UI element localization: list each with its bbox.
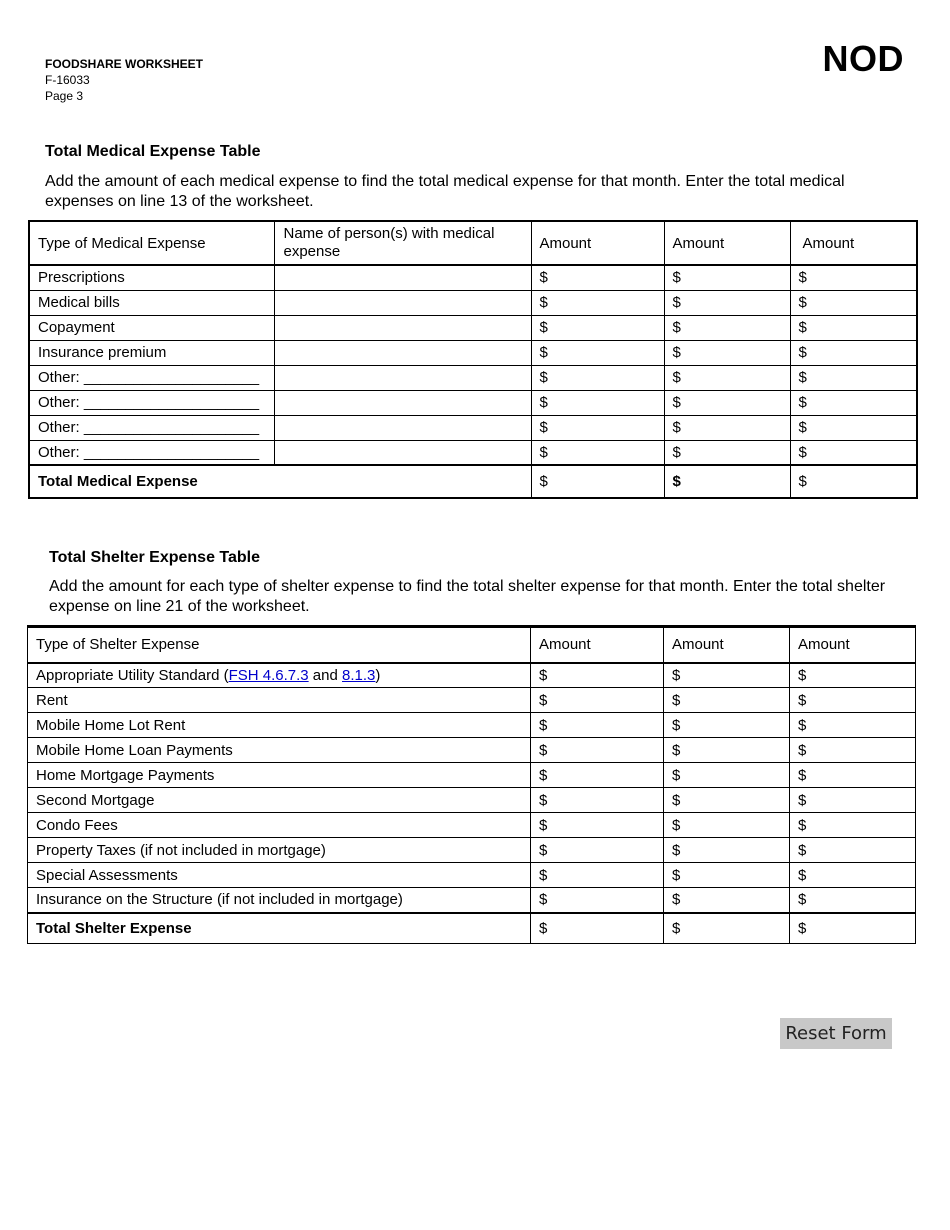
amount-field[interactable]: $ bbox=[790, 813, 916, 838]
utility-label-prefix: Appropriate Utility Standard ( bbox=[36, 666, 229, 684]
expense-type: Condo Fees bbox=[28, 813, 531, 838]
table-row bbox=[28, 863, 916, 888]
total-amount-field[interactable]: $ bbox=[531, 465, 664, 498]
amount-field[interactable]: $ bbox=[664, 763, 790, 788]
utility-label-suffix: ) bbox=[375, 666, 381, 684]
person-name-field[interactable] bbox=[274, 315, 531, 340]
amount-field[interactable]: $ bbox=[531, 440, 664, 465]
amount-field[interactable]: $ bbox=[531, 365, 664, 390]
amount-field[interactable]: $ bbox=[790, 788, 916, 813]
page-number: Page 3 bbox=[45, 89, 84, 103]
amount-field[interactable]: $ bbox=[531, 265, 664, 290]
form-number: F-16033 bbox=[45, 73, 90, 87]
amount-field[interactable]: $ bbox=[790, 688, 916, 713]
amount-field[interactable]: $ bbox=[664, 863, 790, 888]
amount-field[interactable]: $ bbox=[531, 763, 664, 788]
table-row bbox=[29, 265, 917, 290]
amount-field[interactable]: $ bbox=[664, 713, 790, 738]
amount-field[interactable]: $ bbox=[664, 813, 790, 838]
total-amount-field[interactable]: $ bbox=[790, 913, 916, 944]
amount-field[interactable]: $ bbox=[790, 713, 916, 738]
amount-field[interactable]: $ bbox=[664, 315, 790, 340]
amount-field[interactable]: $ bbox=[664, 688, 790, 713]
amount-field[interactable]: $ bbox=[664, 838, 790, 863]
shelter-expense-table bbox=[27, 625, 916, 944]
person-name-field[interactable] bbox=[274, 340, 531, 365]
expense-type: Prescriptions bbox=[29, 265, 274, 290]
amount-field[interactable]: $ bbox=[531, 863, 664, 888]
amount-field[interactable]: $ bbox=[790, 315, 917, 340]
table-row bbox=[28, 763, 916, 788]
total-label: Total Shelter Expense bbox=[28, 913, 531, 944]
amount-field[interactable]: $ bbox=[531, 340, 664, 365]
table-row bbox=[28, 738, 916, 763]
expense-type: Medical bills bbox=[29, 290, 274, 315]
expense-type bbox=[28, 663, 531, 688]
expense-type: Copayment bbox=[29, 315, 274, 340]
amount-field[interactable]: $ bbox=[790, 738, 916, 763]
amount-field[interactable]: $ bbox=[531, 688, 664, 713]
expense-type: Rent bbox=[28, 688, 531, 713]
expense-type: Special Assessments bbox=[28, 863, 531, 888]
reset-form-button[interactable]: Reset Form bbox=[780, 1018, 892, 1049]
amount-field[interactable]: $ bbox=[664, 290, 790, 315]
table-header-row bbox=[29, 221, 917, 265]
table-row bbox=[28, 838, 916, 863]
fsh-4673-link[interactable]: FSH 4.6.7.3 bbox=[228, 666, 309, 684]
table-row bbox=[29, 365, 917, 390]
expense-type: Second Mortgage bbox=[28, 788, 531, 813]
table-row bbox=[28, 688, 916, 713]
table-row bbox=[28, 813, 916, 838]
medical-expense-table bbox=[28, 220, 918, 499]
table-row bbox=[28, 788, 916, 813]
column-header: Type of Shelter Expense bbox=[28, 627, 531, 663]
amount-field[interactable]: $ bbox=[531, 315, 664, 340]
expense-type: Mobile Home Lot Rent bbox=[28, 713, 531, 738]
amount-field[interactable]: $ bbox=[790, 863, 916, 888]
amount-field[interactable]: $ bbox=[790, 415, 917, 440]
amount-field[interactable]: $ bbox=[790, 663, 916, 688]
column-header: Name of person(s) with medical expense bbox=[274, 221, 531, 265]
expense-type[interactable]: Other: _____________________ bbox=[29, 440, 274, 465]
table-header-row bbox=[28, 627, 916, 663]
amount-field[interactable]: $ bbox=[790, 365, 917, 390]
amount-field[interactable]: $ bbox=[664, 340, 790, 365]
person-name-field[interactable] bbox=[274, 390, 531, 415]
amount-field[interactable]: $ bbox=[790, 440, 917, 465]
expense-type[interactable]: Other: _____________________ bbox=[29, 390, 274, 415]
shelter-section-title: Total Shelter Expense Table bbox=[49, 549, 261, 566]
amount-field[interactable]: $ bbox=[664, 888, 790, 913]
total-row bbox=[29, 465, 917, 498]
utility-label-and: and bbox=[308, 666, 343, 684]
amount-field[interactable]: $ bbox=[531, 663, 664, 688]
column-header: Amount bbox=[531, 627, 664, 663]
table-row bbox=[29, 390, 917, 415]
table-row bbox=[29, 290, 917, 315]
amount-field[interactable]: $ bbox=[790, 265, 917, 290]
amount-field[interactable]: $ bbox=[790, 763, 916, 788]
amount-field[interactable]: $ bbox=[531, 888, 664, 913]
table-row bbox=[28, 663, 916, 688]
total-amount-field[interactable]: $ bbox=[531, 913, 664, 944]
expense-type[interactable]: Other: _____________________ bbox=[29, 415, 274, 440]
amount-field[interactable]: $ bbox=[790, 340, 917, 365]
person-name-field[interactable] bbox=[274, 365, 531, 390]
column-header: Amount bbox=[790, 627, 916, 663]
table-row bbox=[29, 440, 917, 465]
expense-type[interactable]: Other: _____________________ bbox=[29, 365, 274, 390]
total-amount-field[interactable]: $ bbox=[664, 913, 790, 944]
medical-section-title: Total Medical Expense Table bbox=[45, 143, 261, 160]
expense-type: Insurance on the Structure (if not included in mortgage) bbox=[28, 888, 531, 913]
shelter-section-description: Add the amount for each type of shelter expense to find the total shelter expense for that month. Enter the total shelter expense on line 21 of the worksheet. bbox=[49, 578, 886, 615]
column-header: Type of Medical Expense bbox=[29, 221, 274, 265]
table-row bbox=[28, 713, 916, 738]
amount-field[interactable]: $ bbox=[790, 888, 916, 913]
fsh-813-link[interactable]: 8.1.3 bbox=[342, 666, 376, 684]
person-name-field[interactable] bbox=[274, 440, 531, 465]
amount-field[interactable]: $ bbox=[531, 813, 664, 838]
amount-field[interactable]: $ bbox=[664, 788, 790, 813]
amount-field[interactable]: $ bbox=[531, 788, 664, 813]
amount-field[interactable]: $ bbox=[531, 390, 664, 415]
person-name-field[interactable] bbox=[274, 415, 531, 440]
total-row bbox=[28, 913, 916, 944]
amount-field[interactable]: $ bbox=[531, 415, 664, 440]
expense-type: Insurance premium bbox=[29, 340, 274, 365]
amount-field[interactable]: $ bbox=[664, 390, 790, 415]
expense-type: Property Taxes (if not included in mortgage) bbox=[28, 838, 531, 863]
table-row bbox=[29, 340, 917, 365]
amount-field[interactable]: $ bbox=[664, 738, 790, 763]
form-title: FOODSHARE WORKSHEET bbox=[45, 57, 204, 71]
column-header: Amount bbox=[664, 627, 790, 663]
total-amount-field[interactable]: $ bbox=[790, 465, 917, 498]
amount-field[interactable]: $ bbox=[664, 365, 790, 390]
table-row bbox=[28, 888, 916, 913]
table-row bbox=[29, 315, 917, 340]
person-name-field[interactable] bbox=[274, 265, 531, 290]
amount-field[interactable]: $ bbox=[664, 415, 790, 440]
person-name-field[interactable] bbox=[274, 290, 531, 315]
amount-field[interactable]: $ bbox=[531, 738, 664, 763]
total-label: Total Medical Expense bbox=[29, 465, 531, 498]
amount-field[interactable]: $ bbox=[790, 390, 917, 415]
amount-field[interactable]: $ bbox=[531, 838, 664, 863]
expense-type: Mobile Home Loan Payments bbox=[28, 738, 531, 763]
column-header: Amount bbox=[664, 221, 790, 265]
amount-field[interactable]: $ bbox=[790, 838, 916, 863]
total-amount-field[interactable]: $ bbox=[664, 465, 790, 498]
column-header: Amount bbox=[790, 221, 917, 265]
amount-field[interactable]: $ bbox=[664, 663, 790, 688]
medical-section-description: Add the amount of each medical expense to find the total medical expense for that month. Enter the total medical expenses on line 13 of the worksheet. bbox=[45, 173, 845, 210]
amount-field[interactable]: $ bbox=[664, 265, 790, 290]
amount-field[interactable]: $ bbox=[790, 290, 917, 315]
amount-field[interactable]: $ bbox=[531, 290, 664, 315]
amount-field[interactable]: $ bbox=[531, 713, 664, 738]
amount-field[interactable]: $ bbox=[664, 440, 790, 465]
expense-type: Home Mortgage Payments bbox=[28, 763, 531, 788]
nod-stamp: NOD bbox=[822, 38, 904, 79]
table-row bbox=[29, 415, 917, 440]
column-header: Amount bbox=[531, 221, 664, 265]
